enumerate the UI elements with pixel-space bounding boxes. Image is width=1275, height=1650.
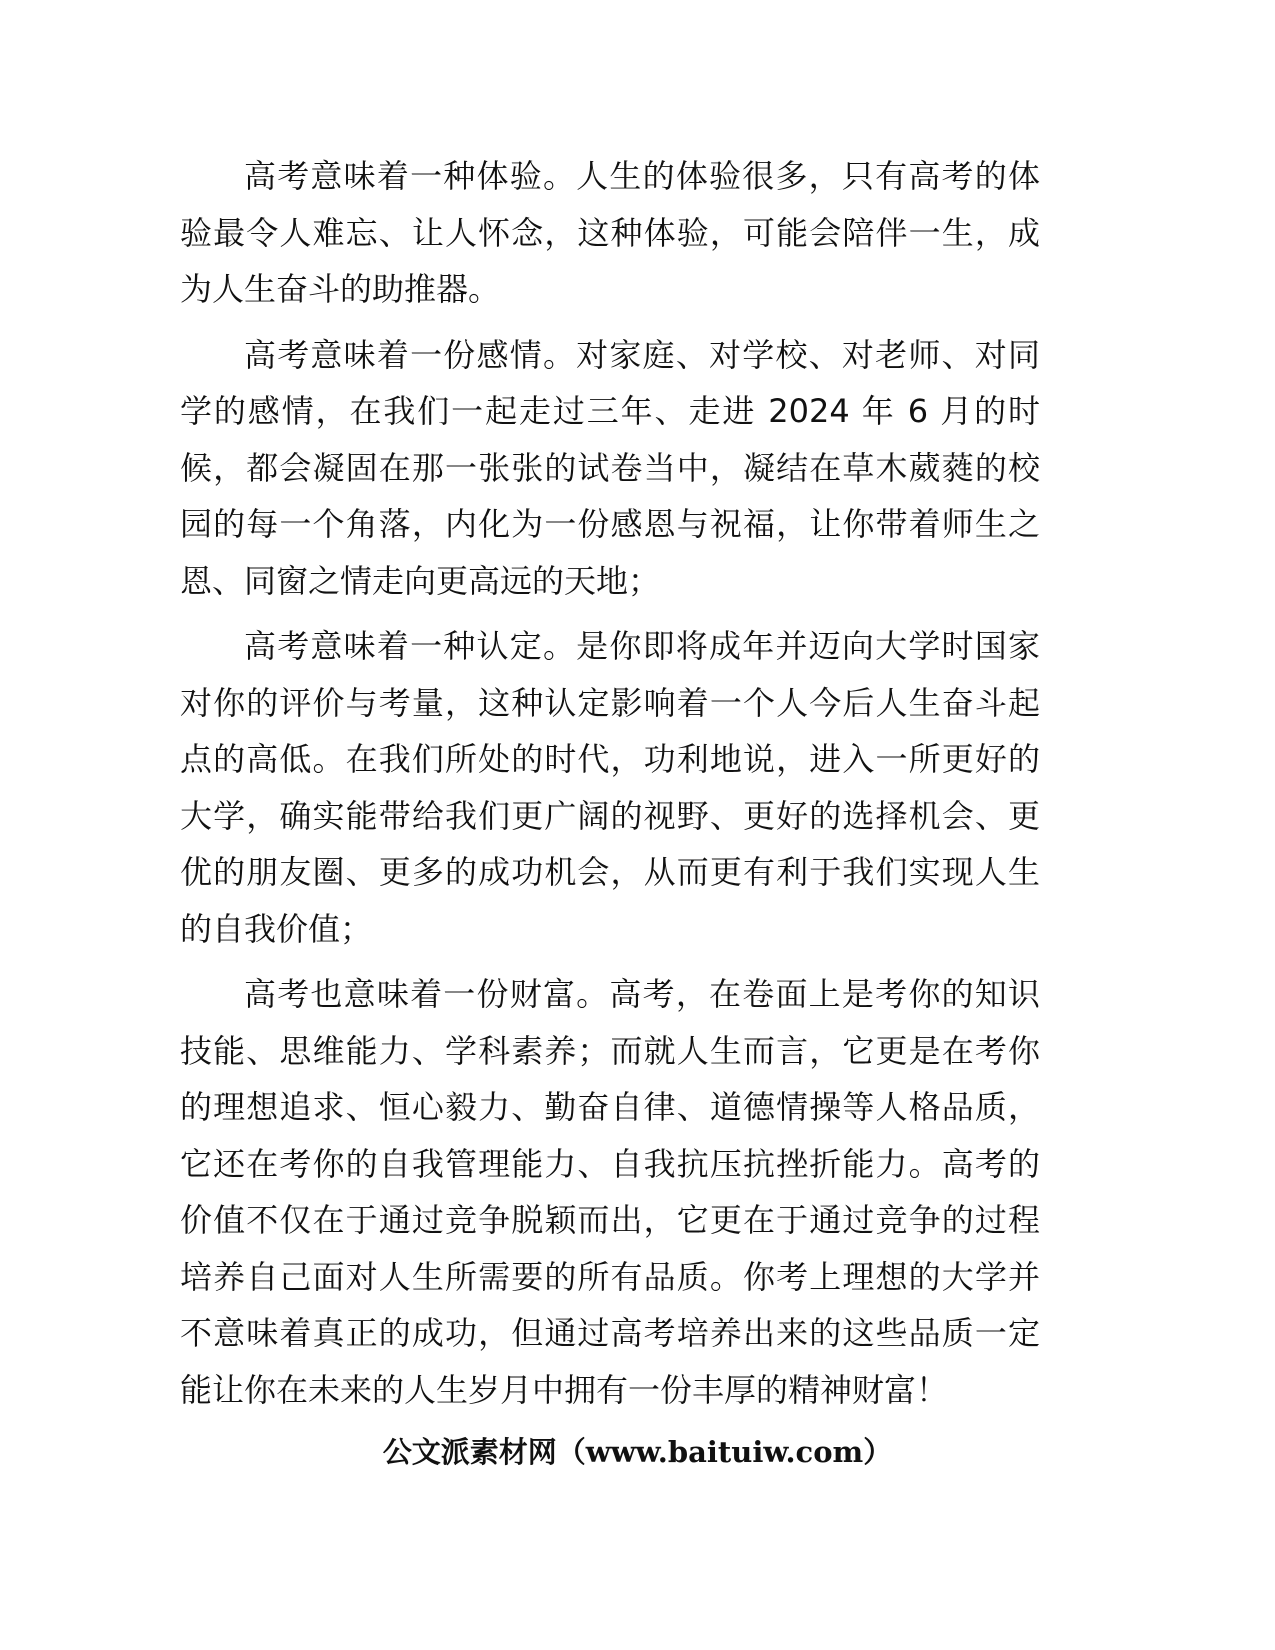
paragraph-wealth: 高考也意味着一份财富。高考，在卷面上是考你的知识技能、思维能力、学科素养；而就人生而言，它更是在考你的理想追求、恒心毅力、勤奋自律、道德情操等人格品质，它还在考你的自我管理能力、自我抗压抗挫折能力。高考的价值不仅在于通过竞争脱颖而出，它更在于通过竞争的过程培养自己面对人生所需要的所有品质。你考上理想的大学并不意味着真正的成功，但通过高考培养出来的这些品质一定能让你在未来的人生岁月中拥有一份丰厚的精神财富！: [180, 975, 1040, 1409]
document-body: [180, 148, 1040, 1427]
paragraph-experience: 高考意味着一种体验。人生的体验很多，只有高考的体验最令人难忘、让人怀念，这种体验，可能会陪伴一生，成为人生奋斗的助推器。: [180, 157, 1040, 308]
paragraph-recognition: 高考意味着一种认定。是你即将成年并迈向大学时国家对你的评价与考量，这种认定影响着一个人今后人生奋斗起点的高低。在我们所处的时代，功利地说，进入一所更好的大学，确实能带给我们更广阔的视野、更好的选择机会、更优的朋友圈、更多的成功机会，从而更有利于我们实现人生的自我价值；: [180, 627, 1040, 948]
paragraph-emotion: 高考意味着一份感情。对家庭、对学校、对老师、对同学的感情，在我们一起走过三年、走进 2024 年 6 月的时候，都会凝固在那一张张的试卷当中，凝结在草木葳蕤的校园的每一个角落，内化为一份感恩与祝福，让你带着师生之恩、同窗之情走向更高远的天地；: [180, 335, 1040, 600]
footer-watermark: 公文派素材网（www.baituiw.com）: [382, 1435, 893, 1469]
